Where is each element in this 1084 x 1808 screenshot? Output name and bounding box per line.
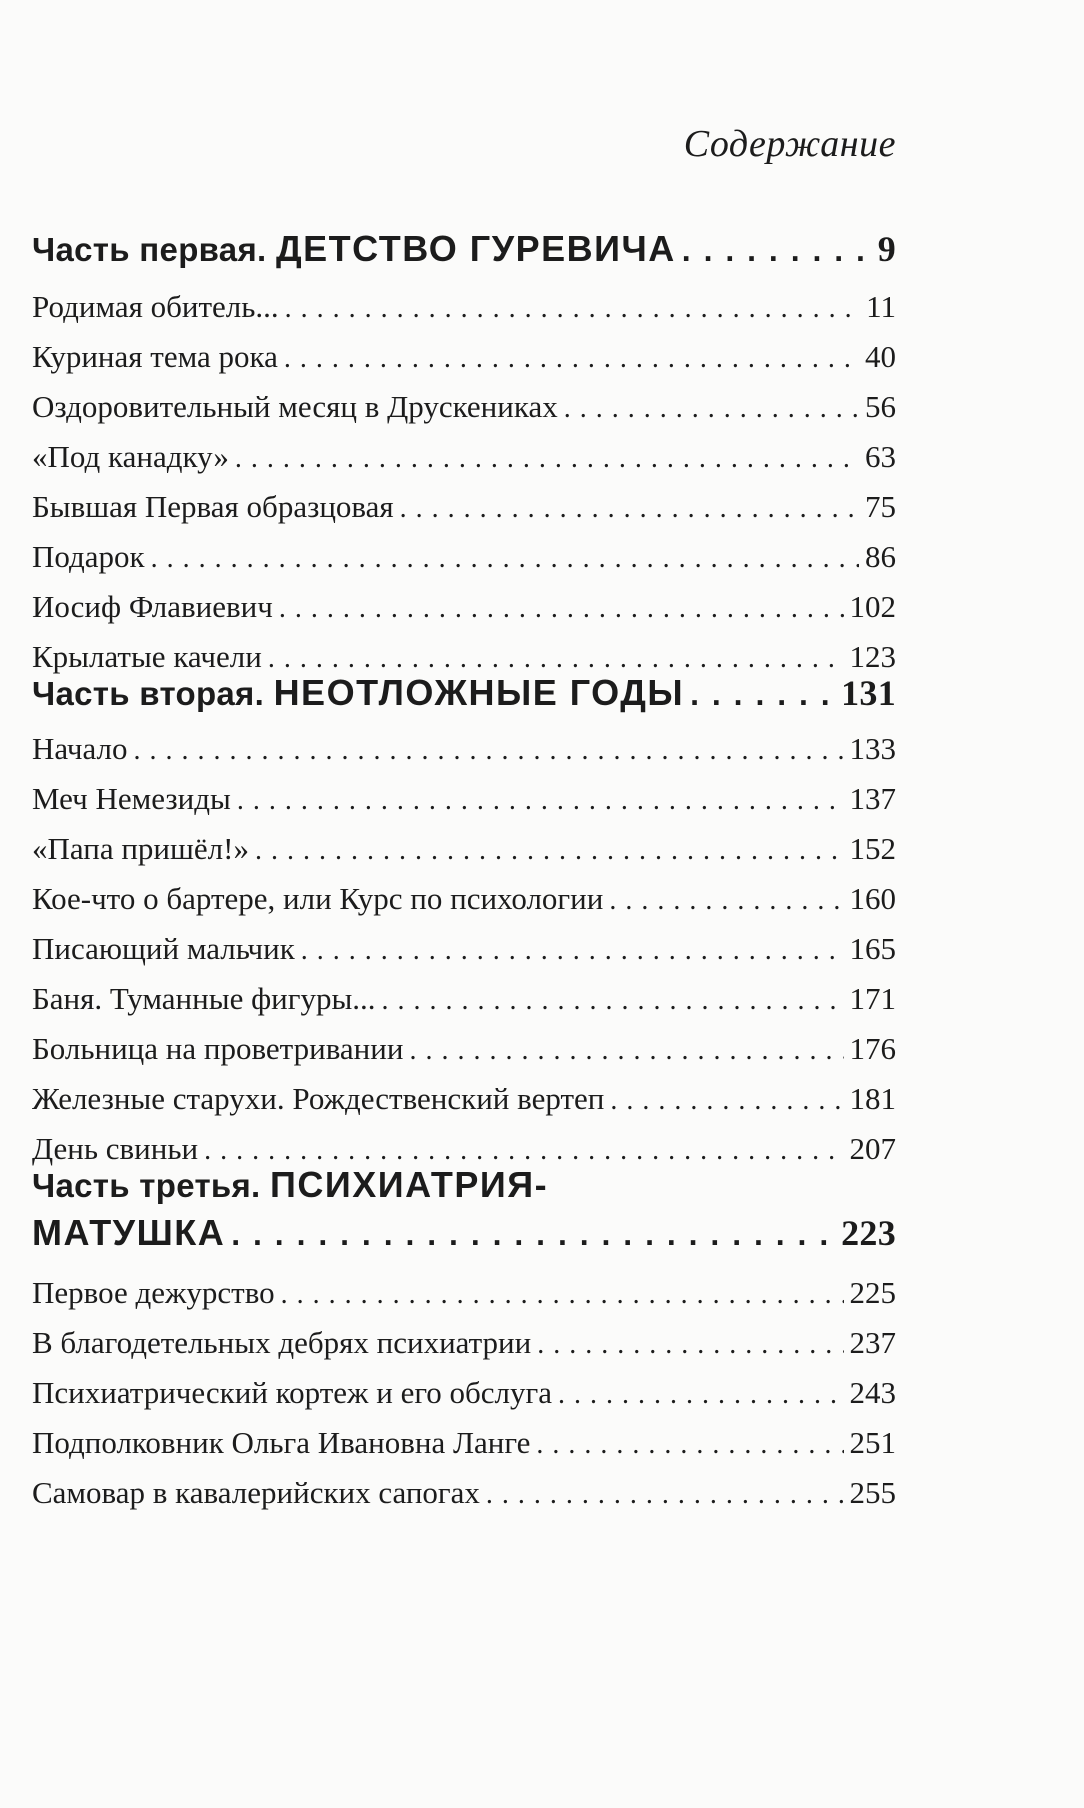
chapter-page-number: 123 xyxy=(849,639,896,674)
chapter-entry xyxy=(32,582,896,632)
chapter-title: «Папа пришёл!» xyxy=(32,831,249,866)
dot-leader xyxy=(284,334,859,384)
chapter-page-number: 237 xyxy=(849,1325,896,1360)
chapter-entry xyxy=(32,1318,896,1368)
chapter-entry xyxy=(32,724,896,774)
chapter-page-number: 152 xyxy=(849,831,896,866)
dot-leader xyxy=(690,676,835,713)
chapter-title: Психиатрический кортеж и его обслуга xyxy=(32,1375,552,1410)
chapter-page-number: 40 xyxy=(865,339,896,374)
dot-leader xyxy=(134,726,844,776)
part-name: ДЕТСТВО ГУРЕВИЧА xyxy=(275,228,676,269)
chapter-title: День свиньи xyxy=(32,1131,199,1166)
dot-leader xyxy=(400,484,859,534)
chapter-title: Писающий мальчик xyxy=(32,931,295,966)
part-name-line-1: ПСИХИАТРИЯ- xyxy=(270,1164,549,1205)
dot-leader xyxy=(610,1076,843,1126)
chapter-title: Больница на проветривании xyxy=(32,1031,404,1066)
dot-leader xyxy=(537,1320,843,1370)
chapter-page-number: 225 xyxy=(849,1275,896,1310)
chapter-entry xyxy=(32,532,896,582)
chapter-title: В благодетельных дебрях психиатрии xyxy=(32,1325,532,1360)
part-heading-3 xyxy=(32,1164,896,1254)
chapter-entry xyxy=(32,332,896,382)
chapter-title: Подполковник Ольга Ивановна Ланге xyxy=(32,1425,531,1460)
toc-page xyxy=(32,0,896,1808)
dot-leader xyxy=(255,826,844,876)
chapter-title: Подарок xyxy=(32,539,145,574)
chapter-page-number: 160 xyxy=(849,881,896,916)
dot-leader xyxy=(281,1270,844,1320)
chapter-entry xyxy=(32,824,896,874)
part-label: Часть первая. xyxy=(32,231,267,268)
chapter-entry xyxy=(32,1268,896,1318)
chapter-title: Бывшая Первая образцовая xyxy=(32,489,394,524)
dot-leader xyxy=(231,1216,835,1253)
part-page-number: 223 xyxy=(841,1213,896,1253)
chapter-entry xyxy=(32,1368,896,1418)
chapter-page-number: 137 xyxy=(849,781,896,816)
dot-leader xyxy=(382,976,844,1026)
dot-leader xyxy=(285,284,861,334)
chapter-title: Баня. Туманные фигуры... xyxy=(32,981,376,1016)
chapter-entry xyxy=(32,382,896,432)
chapter-entry xyxy=(32,974,896,1024)
part-name-line-2: МАТУШКА xyxy=(32,1212,226,1253)
dot-leader xyxy=(409,1026,843,1076)
dot-leader xyxy=(279,584,844,634)
chapter-page-number: 86 xyxy=(865,539,896,574)
chapter-title: Железные старухи. Рождественский вертеп xyxy=(32,1081,605,1116)
chapter-entry xyxy=(32,1418,896,1468)
chapter-page-number: 102 xyxy=(849,589,896,624)
chapter-title: Меч Немезиды xyxy=(32,781,231,816)
chapter-title: Куриная тема рока xyxy=(32,339,278,374)
dot-leader xyxy=(301,926,844,976)
dot-leader xyxy=(609,876,843,926)
chapter-page-number: 56 xyxy=(865,389,896,424)
chapter-page-number: 63 xyxy=(865,439,896,474)
chapter-title: Оздоровительный месяц в Друскениках xyxy=(32,389,558,424)
chapter-entry xyxy=(32,924,896,974)
chapter-page-number: 255 xyxy=(849,1475,896,1510)
part-heading-2 xyxy=(32,672,896,714)
part-page-number: 131 xyxy=(841,673,896,713)
chapter-title: Кое-что о бартере, или Курс по психологии xyxy=(32,881,604,916)
chapter-title: «Под канадку» xyxy=(32,439,229,474)
part-title-row-1 xyxy=(32,1164,896,1206)
chapter-page-number: 133 xyxy=(849,731,896,766)
dot-leader xyxy=(237,776,844,826)
dot-leader xyxy=(536,1420,843,1470)
chapter-list-part-1 xyxy=(32,282,896,682)
chapter-title: Крылатые качели xyxy=(32,639,262,674)
part-title-row-2 xyxy=(32,1212,896,1254)
part-heading-1 xyxy=(32,228,896,270)
part-name: НЕОТЛОЖНЫЕ ГОДЫ xyxy=(273,672,685,713)
chapter-page-number: 251 xyxy=(849,1425,896,1460)
dot-leader xyxy=(564,384,859,434)
chapter-entry xyxy=(32,432,896,482)
chapter-page-number: 11 xyxy=(866,289,896,324)
part-page-number: 9 xyxy=(877,229,896,269)
chapter-entry xyxy=(32,874,896,924)
chapter-page-number: 243 xyxy=(849,1375,896,1410)
chapter-entry xyxy=(32,282,896,332)
dot-leader xyxy=(151,534,859,584)
chapter-list-part-3 xyxy=(32,1268,896,1518)
part-label: Часть третья. xyxy=(32,1167,261,1204)
chapter-entry xyxy=(32,1024,896,1074)
dot-leader xyxy=(558,1370,844,1420)
chapter-page-number: 171 xyxy=(849,981,896,1016)
chapter-entry xyxy=(32,1074,896,1124)
chapter-title: Иосиф Флавиевич xyxy=(32,589,273,624)
dot-leader xyxy=(682,232,872,269)
chapter-title: Начало xyxy=(32,731,128,766)
chapter-page-number: 165 xyxy=(849,931,896,966)
chapter-title: Родимая обитель... xyxy=(32,289,279,324)
part-title xyxy=(32,228,676,270)
chapter-list-part-2 xyxy=(32,724,896,1174)
dot-leader xyxy=(235,434,859,484)
part-label: Часть вторая. xyxy=(32,675,265,712)
chapter-page-number: 176 xyxy=(849,1031,896,1066)
chapter-page-number: 207 xyxy=(849,1131,896,1166)
chapter-title: Самовар в кавалерийских сапогах xyxy=(32,1475,480,1510)
chapter-page-number: 75 xyxy=(865,489,896,524)
part-title xyxy=(32,672,684,714)
chapter-entry xyxy=(32,1468,896,1518)
chapter-entry xyxy=(32,482,896,532)
chapter-entry xyxy=(32,774,896,824)
running-title: Содержание xyxy=(683,123,896,165)
chapter-title: Первое дежурство xyxy=(32,1275,275,1310)
chapter-page-number: 181 xyxy=(849,1081,896,1116)
dot-leader xyxy=(486,1470,844,1520)
